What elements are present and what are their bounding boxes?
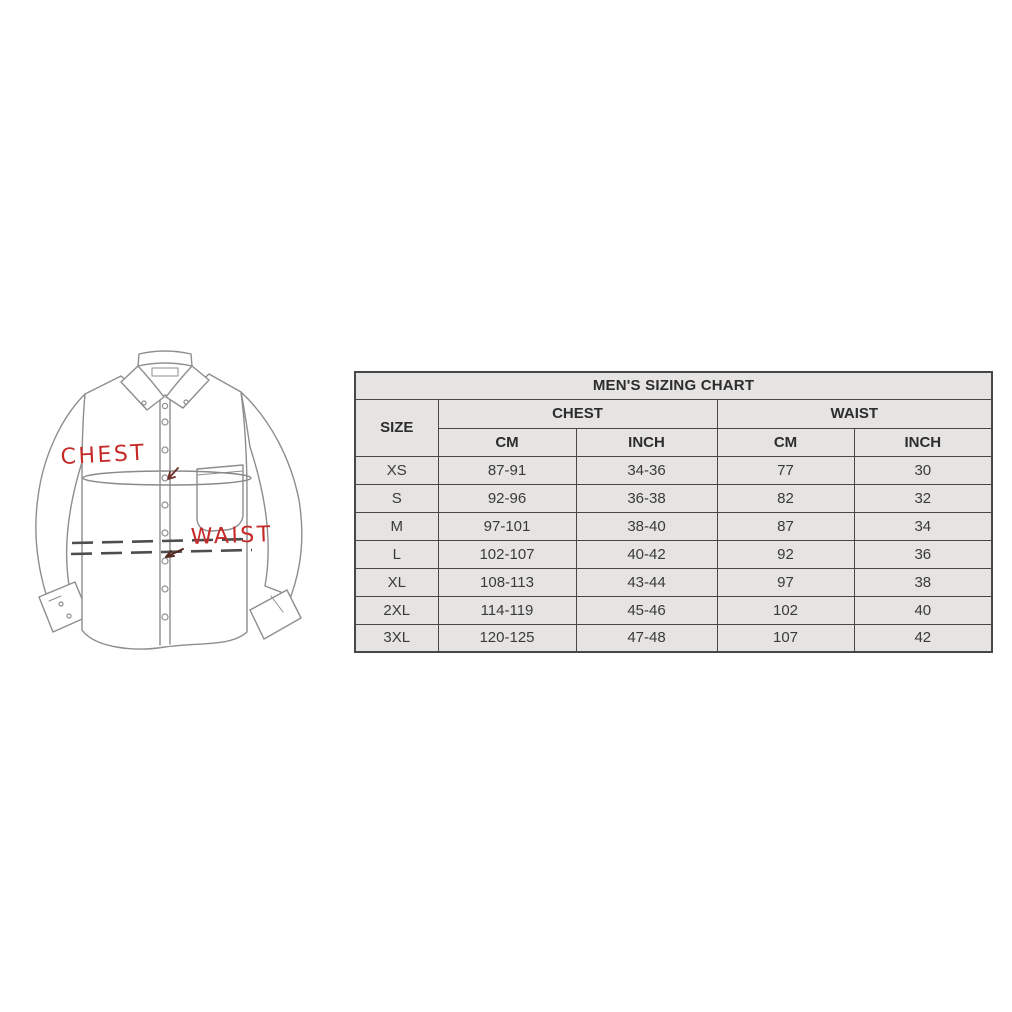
- table-unit-header-row: [355, 428, 992, 456]
- cell-chest-inch: 34-36: [576, 456, 717, 484]
- shirt-collar: [138, 351, 192, 366]
- unit-header-chest-inch: INCH: [576, 428, 717, 456]
- cell-size: XS: [355, 456, 438, 484]
- cell-size: XL: [355, 568, 438, 596]
- waist-label: WAIST: [190, 522, 274, 550]
- table-row: [355, 456, 992, 484]
- cell-size: 2XL: [355, 596, 438, 624]
- cell-chest-inch: 43-44: [576, 568, 717, 596]
- cell-chest-inch: 47-48: [576, 624, 717, 652]
- cell-waist-inch: 40: [854, 596, 992, 624]
- col-header-waist: WAIST: [717, 399, 992, 428]
- shirt-right-cuff: [250, 590, 301, 639]
- col-header-size: SIZE: [355, 399, 438, 456]
- chest-label: CHEST: [60, 440, 147, 470]
- table-group-header-row: [355, 399, 992, 428]
- col-header-chest: CHEST: [438, 399, 717, 428]
- cell-waist-cm: 107: [717, 624, 854, 652]
- cell-waist-cm: 102: [717, 596, 854, 624]
- sizing-table: [354, 371, 993, 653]
- unit-header-waist-cm: CM: [717, 428, 854, 456]
- unit-header-chest-cm: CM: [438, 428, 576, 456]
- shirt-left-sleeve: [36, 394, 85, 594]
- cell-chest-inch: 40-42: [576, 540, 717, 568]
- table-row: [355, 484, 992, 512]
- cell-waist-inch: 30: [854, 456, 992, 484]
- table-title: MEN'S SIZING CHART: [355, 372, 992, 399]
- table-row: [355, 568, 992, 596]
- sizing-chart: [354, 371, 993, 653]
- table-row: [355, 596, 992, 624]
- table-title-row: [355, 372, 992, 399]
- cell-chest-cm: 102-107: [438, 540, 576, 568]
- cell-chest-inch: 38-40: [576, 512, 717, 540]
- cell-waist-cm: 82: [717, 484, 854, 512]
- cell-size: L: [355, 540, 438, 568]
- unit-header-waist-inch: INCH: [854, 428, 992, 456]
- cell-chest-cm: 108-113: [438, 568, 576, 596]
- cell-waist-cm: 77: [717, 456, 854, 484]
- cell-chest-cm: 87-91: [438, 456, 576, 484]
- cell-size: S: [355, 484, 438, 512]
- cell-chest-cm: 97-101: [438, 512, 576, 540]
- cell-size: M: [355, 512, 438, 540]
- cell-chest-cm: 120-125: [438, 624, 576, 652]
- table-row: [355, 540, 992, 568]
- cell-waist-inch: 38: [854, 568, 992, 596]
- cell-waist-inch: 32: [854, 484, 992, 512]
- cell-waist-inch: 34: [854, 512, 992, 540]
- shirt-illustration: [25, 342, 355, 672]
- table-row: [355, 512, 992, 540]
- cell-waist-cm: 92: [717, 540, 854, 568]
- cell-chest-inch: 36-38: [576, 484, 717, 512]
- cell-waist-inch: 42: [854, 624, 992, 652]
- cell-waist-inch: 36: [854, 540, 992, 568]
- table-row: [355, 624, 992, 652]
- cell-waist-cm: 97: [717, 568, 854, 596]
- cell-waist-cm: 87: [717, 512, 854, 540]
- cell-size: 3XL: [355, 624, 438, 652]
- cell-chest-cm: 92-96: [438, 484, 576, 512]
- cell-chest-cm: 114-119: [438, 596, 576, 624]
- shirt-right-sleeve: [241, 392, 302, 596]
- cell-chest-inch: 45-46: [576, 596, 717, 624]
- shirt-neck-label: [152, 368, 178, 376]
